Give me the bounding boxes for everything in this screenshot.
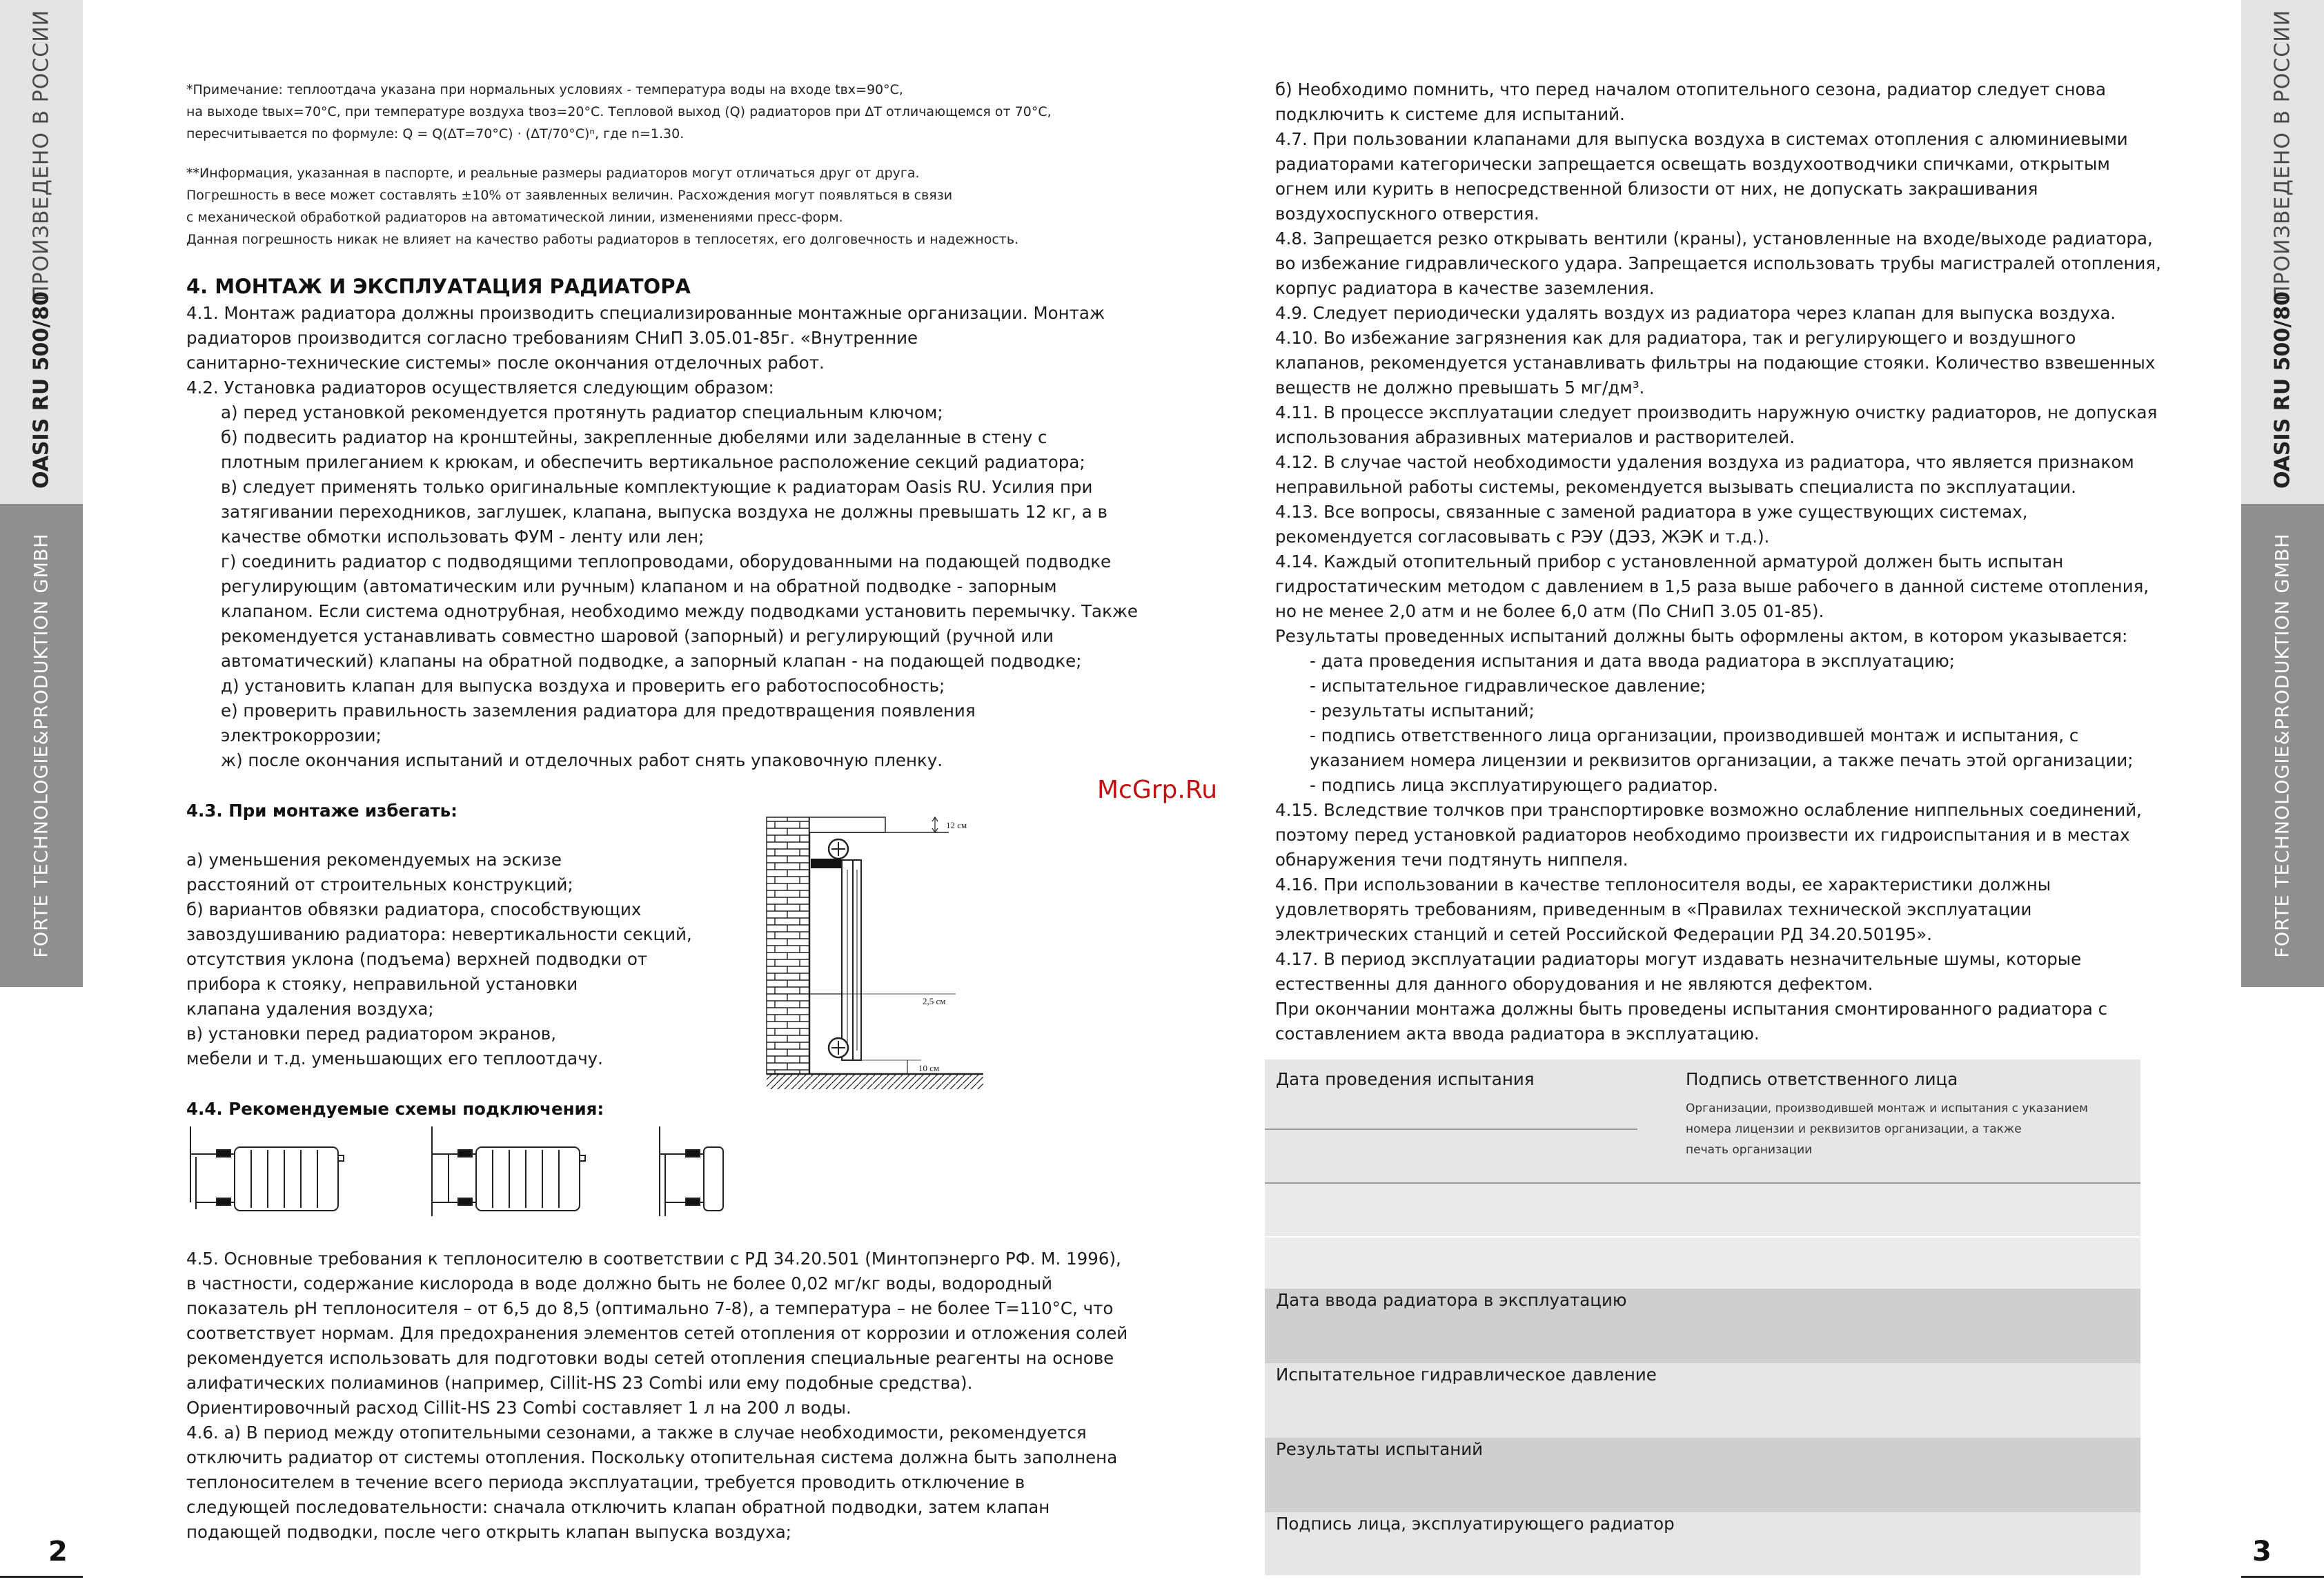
text-line: во избежание гидравлического удара. Запрещается использовать трубы магистралей отопления, [1275, 253, 2161, 273]
test-date-field: Дата проведения испытания [1276, 1069, 1535, 1089]
form-blank-band [1265, 1236, 2140, 1289]
window-sill [809, 817, 949, 832]
text-line: отключить радиатор от системы отопления. Поскольку отопительная система должна быть заполнена [186, 1447, 1118, 1467]
text-line: 4.7. При пользовании клапанами для выпуска воздуха в системах отопления с алюминиевыми [1275, 129, 2128, 149]
page-number-left: 2 [48, 1536, 68, 1568]
list-item: автоматический) клапаны на обратной подводке, а запорный клапан - на подающей подводке; [221, 651, 1082, 671]
text-line: Ориентировочный расход Cillit-HS 23 Combi составляет 1 л на 200 л воды. [186, 1398, 851, 1418]
signature-field: Подпись ответственного лица [1686, 1069, 1958, 1089]
page-number-underline [2241, 1576, 2324, 1578]
list-item: ж) после окончания испытаний и отделочных работ снять упаковочную пленку. [221, 750, 943, 770]
installation-diagram [742, 808, 997, 1111]
act-contents-list [1275, 649, 2161, 798]
text-line: 4.1. Монтаж радиатора должны производить специализированные монтажные организации. Монтаж [186, 303, 1105, 323]
list-item: затягивании переходников, заглушек, клапана, выпуска воздуха не должны превышать 12 кг, а в [221, 502, 1107, 522]
text-line: подключить к системе для испытаний. [1275, 104, 1625, 124]
list-item: - дата проведения испытания и дата ввода радиатора в эксплуатацию; [1310, 651, 1956, 671]
section-4-4-title: 4.4. Рекомендуемые схемы подключения: [186, 1099, 604, 1119]
connection-schemes [186, 1126, 725, 1216]
note-line: *Примечание: теплоотдача указана при нормальных условиях - температура воды на входе tвх=90°С, [186, 82, 903, 97]
text-line: радиаторами категорически запрещается освещать воздухоотводчики спичками, открытым [1275, 154, 2110, 174]
note-line: на выходе tвых=70°С, при температуре воздуха tвоз=20°С. Тепловой выход (Q) радиаторов при ΔТ отличающемся от 70°С, [186, 104, 1052, 119]
list-item: клапаном. Если система однотрубная, необходимо между подводками установить перемычку. Также [221, 601, 1139, 621]
text-line: корпус радиатора в качестве заземления. [1275, 278, 1655, 298]
text-line: неправильной работы системы, рекомендуется вызывать специалиста по эксплуатации. [1275, 477, 2076, 497]
text-line: воздухоспускного отверстия. [1275, 204, 1539, 224]
text-line: При окончании монтажа должны быть проведены испытания смонтированного радиатора с [1275, 999, 2108, 1019]
list-item: регулирующим (автоматическим или ручным) клапаном и на обратной подводке - запорным [221, 576, 1057, 596]
text-line: показатель pH теплоносителя – от 6,5 до 8,5 (оптимально 7-8), а температура – не более Т=110°С, что [186, 1298, 1114, 1318]
text-line: теплоносителем в течение всего периода эксплуатации, требуется проводить отключение в [186, 1472, 1025, 1492]
text-line: 4.15. Вследствие толчков при транспортировке возможно ослабление ниппельных соединений, [1275, 800, 2142, 820]
text-line: Результаты проведенных испытаний должны быть оформлены актом, в котором указывается: [1275, 626, 2128, 646]
text-line: но не менее 2,0 атм и не более 6,0 атм (По СНиП 3.05 01-85). [1275, 601, 1824, 621]
text-line: подающей подводки, после чего открыть клапан выпуска воздуха; [186, 1522, 792, 1542]
text-line: алифатических полиаминов (например, Cillit-HS 23 Combi или ему подобные средства). [186, 1373, 973, 1393]
list-item: плотным прилеганием к крюкам, и обеспечить вертикальное расположение секций радиатора; [221, 452, 1085, 472]
page-number-underline [0, 1576, 83, 1578]
list-item: - подпись лица эксплуатирующего радиатор. [1310, 775, 1718, 795]
note-line: Организации, производившей монтаж и испытания с указанием [1686, 1102, 2088, 1115]
list-item: б) подвесить радиатор на кронштейны, закрепленные дюбелями или заделанные в стену с [221, 427, 1047, 447]
test-pressure-field: Испытательное гидравлическое давление [1276, 1365, 1657, 1385]
list-item: отсутствия уклона (подъема) верхней подводки от [186, 949, 648, 969]
company-label: FORTE TECHNOLOGIE&PRODUKTION GMBH [30, 533, 52, 958]
list-item: а) перед установкой рекомендуется протянуть радиатор специальным ключом; [221, 402, 943, 422]
left-side-strip [0, 0, 83, 1582]
text-line: рекомендуется согласовывать с РЭУ (ДЭЗ, ЖЭК и т.д.). [1275, 527, 1770, 547]
form-divider [1265, 1236, 2140, 1238]
section-4-title: 4. МОНТАЖ И ЭКСПЛУАТАЦИЯ РАДИАТОРА [186, 275, 691, 298]
text-line: следующей последовательности: сначала отключить клапан обратной подводки, затем клапан [186, 1497, 1050, 1517]
connection-scheme-bottom [660, 1126, 723, 1216]
made-in-russia-label: ПРОИЗВЕДЕНО В РОССИИ [29, 9, 54, 302]
text-line: 4.16. При использовании в качестве теплоносителя воды, ее характеристики должны [1275, 875, 2051, 895]
note-line: Данная погрешность никак не влияет на качество работы радиаторов в теплосетях, его долговечность и надежность. [186, 232, 1019, 247]
list-item: г) соединить радиатор с подводящими теплопроводами, оборудованными на подающей подводке [221, 551, 1112, 572]
section-4-3-list [186, 848, 692, 1071]
text-line: 4.2. Установка радиаторов осуществляется следующим образом: [186, 378, 774, 398]
text-line: электрических станций и сетей Российской Федерации РД 34.20.50195». [1275, 924, 1933, 944]
text-line: в частности, содержание кислорода в воде должно быть не более 0,02 мг/кг воды, водородный [186, 1273, 1052, 1293]
list-item: завоздушиванию радиатора: невертикальности секций, [186, 924, 692, 944]
text-line: 4.11. В процессе эксплуатации следует производить наружную очистку радиаторов, не допуская [1275, 402, 2158, 422]
text-line: 4.14. Каждый отопительный прибор с установленной арматурой должен быть испытан [1275, 551, 2064, 572]
text-line: клапанов, рекомендуется устанавливать фильтры на подающие стояки. Количество взвешенных [1275, 353, 2156, 373]
text-line: 4.13. Все вопросы, связанные с заменой радиатора в уже существующих системах, [1275, 502, 2028, 522]
text-line: рекомендуется использовать для подготовки воды сетей отопления специальные реагенты на основе [186, 1348, 1114, 1368]
list-item: прибора к стояку, неправильной установки [186, 974, 578, 994]
operator-signature-field: Подпись лица, эксплуатирующего радиатор [1276, 1514, 1675, 1534]
company-label: FORTE TECHNOLOGIE&PRODUKTION GMBH [2272, 533, 2294, 958]
note-heat-output [186, 79, 1052, 145]
list-item: расстояний от строительных конструкций; [186, 875, 573, 895]
note-line: пересчитывается по формуле: Q = Q(ΔТ=70°С) · (ΔТ/70°С)ⁿ, где n=1.30. [186, 126, 685, 141]
text-line: санитарно-технические системы» после окончания отделочных работ. [186, 353, 825, 373]
text-line: 4.9. Следует периодически удалять воздух из радиатора через клапан для выпуска воздуха. [1275, 303, 2116, 323]
made-in-russia-label: ПРОИЗВЕДЕНО В РОССИИ [2270, 9, 2295, 302]
text-line: радиаторов производится согласно требованиям СНиП 3.05.01-85г. «Внутренние [186, 328, 918, 348]
page-number-right: 3 [2252, 1536, 2272, 1568]
model-label: OASIS RU 500/80 [29, 291, 54, 489]
list-item: д) установить клапан для выпуска воздуха и проверить его работоспособность; [221, 676, 945, 696]
list-item: а) уменьшения рекомендуемых на эскизе [186, 850, 562, 870]
note-line: номера лицензии и реквизитов организации, а также [1686, 1122, 2022, 1136]
text-line: поэтому перед установкой радиаторов необходимо произвести их гидроиспытания и в местах [1275, 825, 2130, 845]
note-line: **Информация, указанная в паспорте, и реальные размеры радиаторов могут отличаться друг от друга. [186, 166, 920, 181]
text-line: обнаружения течи подтянуть ниппеля. [1275, 850, 1628, 870]
text-line: удовлетворять требованиям, приведенным в «Правилах технической эксплуатации [1275, 899, 2032, 919]
list-item: - результаты испытаний; [1310, 701, 1535, 721]
text-line: 4.17. В период эксплуатации радиаторы могут издавать незначительные шумы, которые [1275, 949, 2082, 969]
text-line: 4.12. В случае частой необходимости удаления воздуха из радиатора, что является признаком [1275, 452, 2134, 472]
form-divider [1265, 1182, 2140, 1184]
text-line: гидростатическим методом с давлением в 1,5 раза выше рабочего в данной системе отопления, [1275, 576, 2149, 596]
right-side-strip [2241, 0, 2324, 1582]
text-line: естественны для данного оборудования и не являются дефектом. [1275, 974, 1873, 994]
note-dimensions [186, 162, 1018, 251]
text-line: 4.10. Во избежание загрязнения как для радиатора, так и регулирующего и воздушного [1275, 328, 2076, 348]
radiator-side-view [811, 839, 861, 1060]
right-column-text [1275, 77, 2161, 1046]
section-4-3-title: 4.3. При монтаже избегать: [186, 801, 457, 821]
floor [767, 1074, 983, 1089]
list-item: е) проверить правильность заземления радиатора для предотвращения появления [221, 701, 976, 721]
date-line [1265, 1129, 1637, 1130]
note-line: печать организации [1686, 1143, 1813, 1157]
text-line: 4.5. Основные требования к теплоносителю в соответствии с РД 34.20.501 (Минтопэнерго РФ. М. 1996), [186, 1249, 1121, 1269]
text-line: использования абразивных материалов и растворителей. [1275, 427, 1795, 447]
note-line: с механической обработкой радиаторов на автоматической линии, изменениями пресс-форм. [186, 210, 843, 225]
connection-scheme-single-pipe [432, 1126, 585, 1216]
list-item: клапана удаления воздуха; [186, 999, 434, 1019]
list-item: - подпись ответственного лица организации, производившей монтаж и испытания, с [1310, 725, 2079, 745]
watermark: McGrp.Ru [1097, 776, 1218, 804]
text-line: соответствует нормам. Для предохранения элементов сетей отопления от коррозии и отложения солей [186, 1323, 1128, 1343]
text-line: составлением акта ввода радиатора в эксплуатацию. [1275, 1024, 1760, 1044]
commission-date-field: Дата ввода радиатора в эксплуатацию [1276, 1290, 1627, 1310]
list-item: указанием номера лицензии и реквизитов организации, а также печать этой организации; [1310, 750, 2134, 770]
test-record-form [1265, 1059, 2140, 1575]
connection-scheme-side [190, 1126, 344, 1211]
text-line: б) Необходимо помнить, что перед началом отопительного сезона, радиатор следует снова [1275, 79, 2106, 99]
top-gap-label: 12 см [946, 820, 967, 830]
list-item: в) установки перед радиатором экранов, [186, 1024, 556, 1044]
text-line: 4.8. Запрещается резко открывать вентили (краны), установленные на входе/выходе радиатора, [1275, 228, 2153, 248]
list-item: - испытательное гидравлическое давление; [1310, 676, 1706, 696]
list-item: б) вариантов обвязки радиатора, способствующих [186, 899, 642, 919]
form-blank-band [1265, 1182, 2140, 1236]
list-item: мебели и т.д. уменьшающих его теплоотдачу. [186, 1048, 603, 1068]
list-item: в) следует применять только оригинальные комплектующие к радиаторам Oasis RU. Усилия при [221, 477, 1093, 497]
list-item: качестве обмотки использовать ФУМ - ленту или лен; [221, 527, 705, 547]
list-item: рекомендуется устанавливать совместно шаровой (запорный) и регулирующий (ручной или [221, 626, 1054, 646]
text-line: веществ не должно превышать 5 мг/дм³. [1275, 378, 1645, 398]
floor-gap-label: 10 см [918, 1063, 940, 1073]
test-results-field: Результаты испытаний [1276, 1439, 1484, 1459]
text-line: 4.6. а) В период между отопительными сезонами, а также в случае необходимости, рекомендуется [186, 1423, 1087, 1443]
text-line: огнем или курить в непосредственной близости от них, не допускать закрашивания [1275, 179, 2038, 199]
section-4-5 [186, 1247, 1127, 1545]
model-label: OASIS RU 500/80 [2270, 291, 2295, 489]
brick-wall [767, 817, 809, 1074]
section-4-1 [186, 301, 1138, 773]
wall-gap-label: 2,5 см [923, 996, 946, 1006]
note-line: Погрешность в весе может составлять ±10% от заявленных величин. Расхождения могут появляться в связи [186, 188, 953, 203]
installation-steps [186, 400, 1138, 773]
signature-note [1686, 1098, 2088, 1160]
list-item: электрокоррозии; [221, 725, 382, 745]
